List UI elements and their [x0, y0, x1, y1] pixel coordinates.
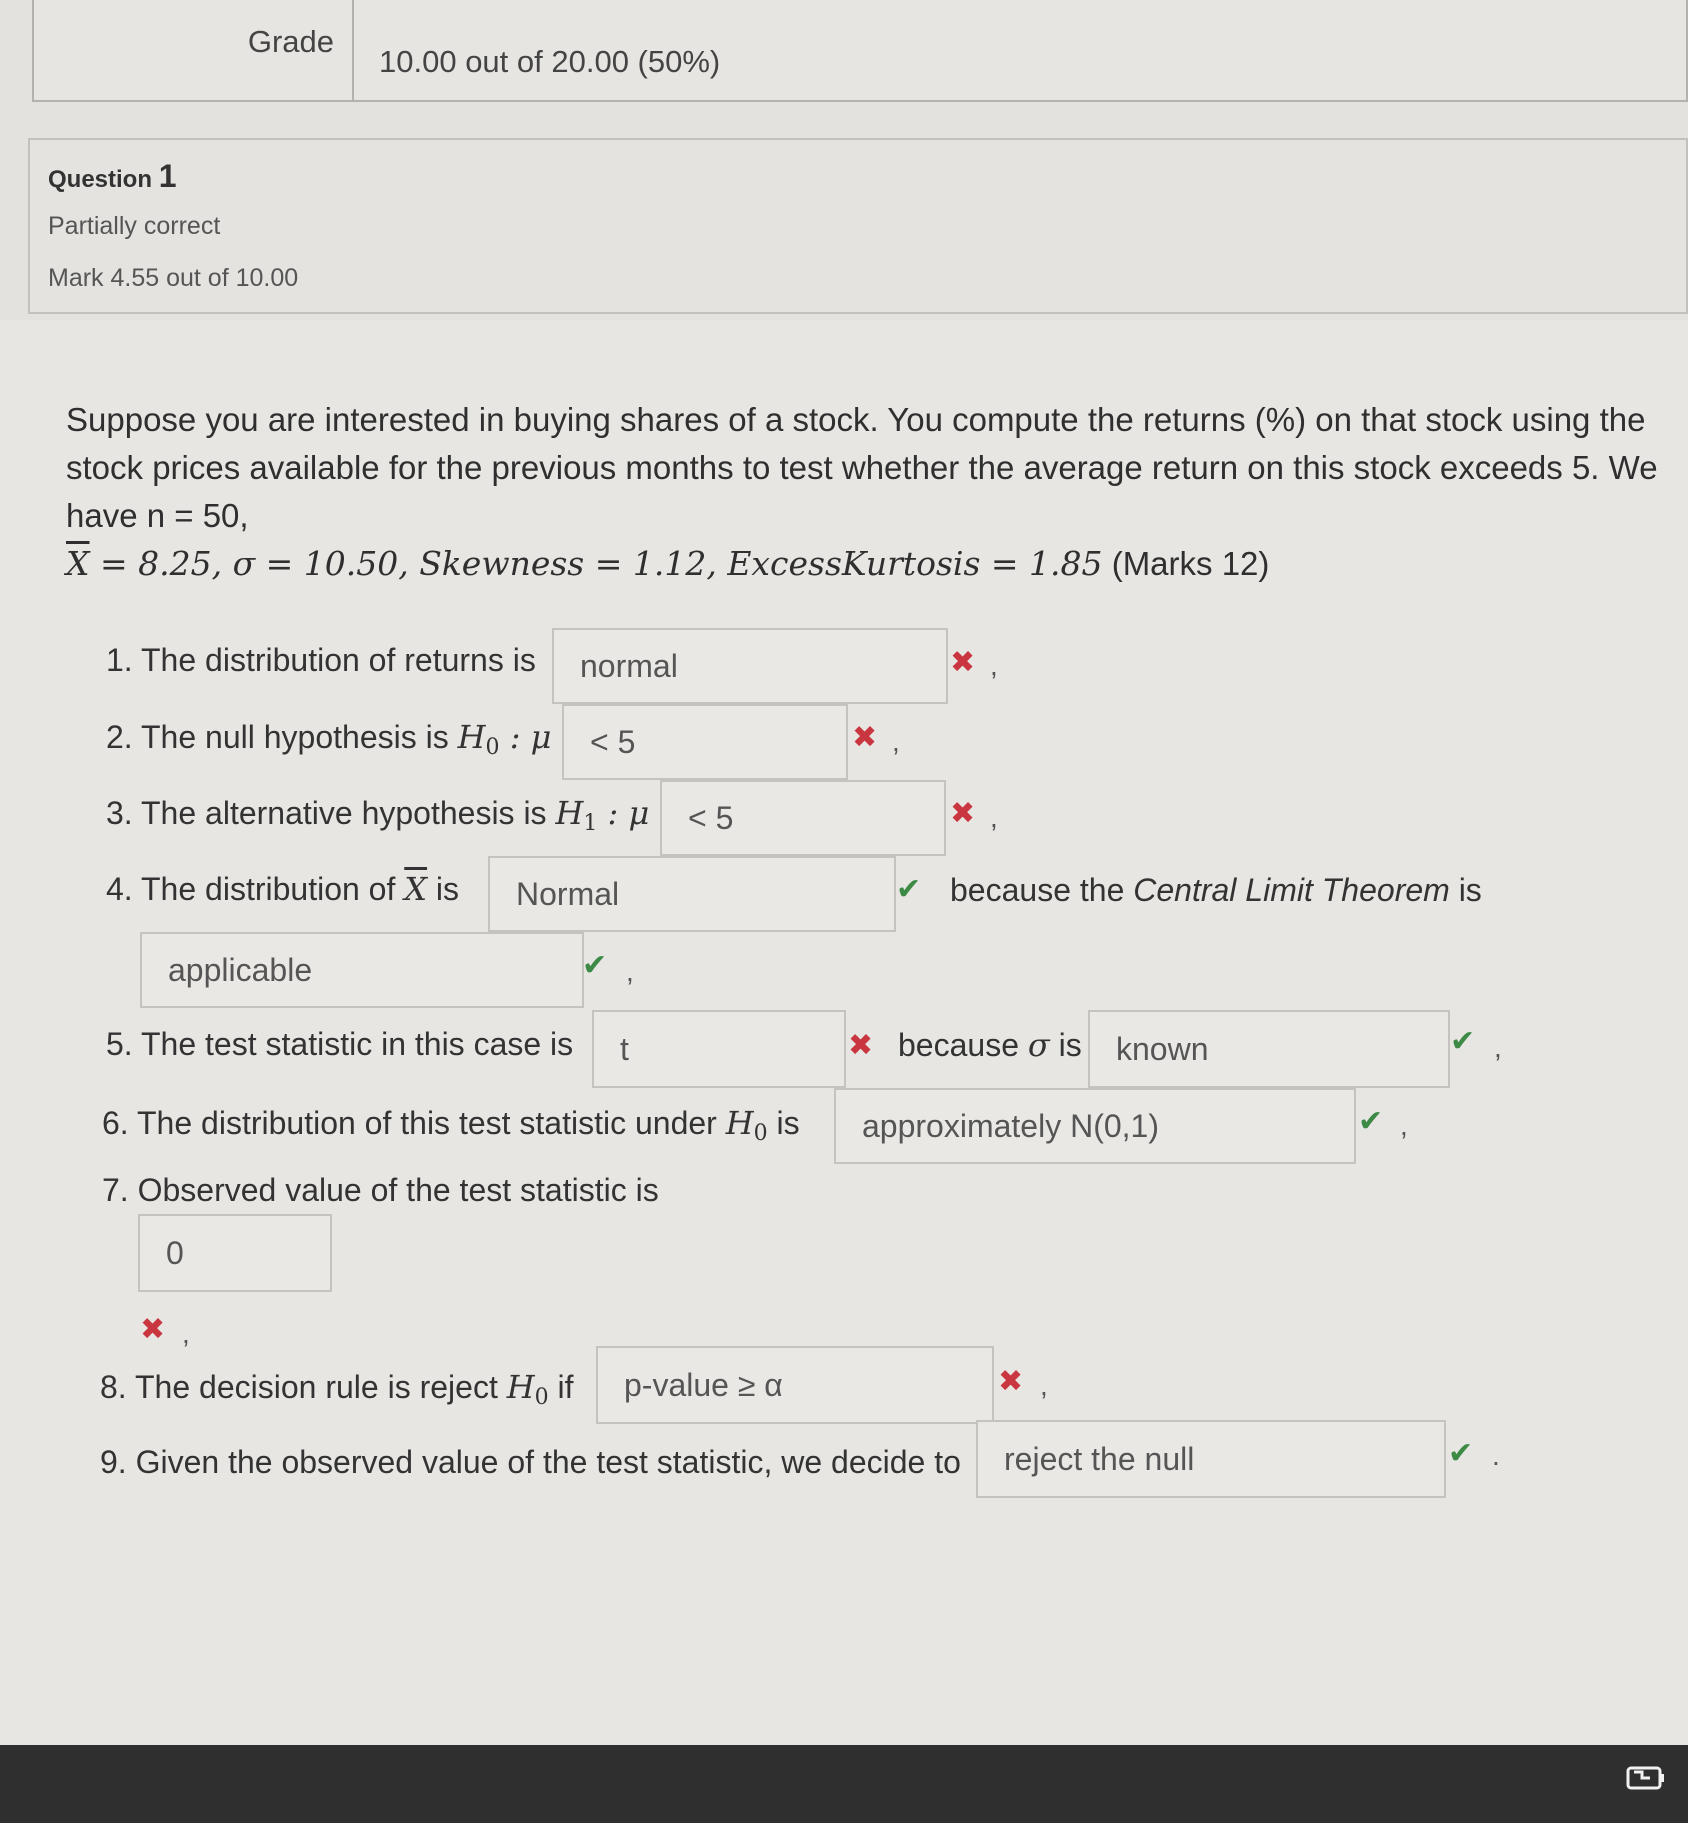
- grade-label: Grade: [247, 24, 334, 59]
- prompt-marks: (Marks 12): [1111, 545, 1270, 582]
- cross-icon: ✖: [950, 646, 976, 679]
- cross-icon: ✖: [848, 1029, 874, 1062]
- item-1-text: 1. The distribution of returns is: [106, 642, 536, 678]
- item-7-text: 7. Observed value of the test statistic is: [102, 1172, 659, 1208]
- item-1-answer[interactable]: normal: [552, 628, 948, 704]
- grade-summary-row: [32, 0, 1688, 102]
- cross-icon: ✖: [140, 1313, 166, 1346]
- check-icon: ✔: [1450, 1025, 1476, 1058]
- grade-value: 10.00 out of 20.00 (50%): [379, 44, 721, 79]
- cross-icon: ✖: [998, 1365, 1024, 1398]
- question-prompt: Suppose you are interested in buying shares of a stock. You compute the returns (%) on that stock using the stock prices available for the previous months to test whether the average return on this stock exceeds 5. We have n = 50, $\overline{X} = 8.25$, σ = 10.50, Skewness = 1.12, ExcessKurtosis = 1.85 (Marks 12): [66, 401, 1658, 583]
- check-icon: ✔: [1448, 1437, 1474, 1470]
- question-content: Suppose you are interested in buying shares of a stock. You compute the returns (%) on that stock using the stock prices available for the previous months to test whether the average return on this stock exceeds 5. We have n = 50, $\overline{X} = 8.25$, σ = 10.50, Skewness = 1.12, ExcessKurtosis = 1.85 (Marks 12) 1. The distribution of returns is normal ✖ , 2. The null hypothesis is $H_0$ : μ < 5 ✖ , 3. The alternative hypothesis is $H_1$ : μ < 5 ✖ , 4. The distribution of $\overline{X}$ is Normal ✔ because the Central Limit Theorem is applicable ✔ , 5. The test statistic in this case is t ✖ because σ is known ✔ , 6. The distribution of this test statistic under $H_0$ is approximately N(0,1) ✔ , 7. Observed value of the test statistic is 0 ✖ , 8. The decision rule is reject $H_0$ if p-value ≥ α ✖ , 9. Given the observed value of the test statistic, we decide to reject the null ✔ .: [0, 320, 1688, 1745]
- taskbar: [0, 1745, 1688, 1823]
- question-title: Question 1: [48, 158, 177, 194]
- item-5-because: because σ is: [898, 1026, 1082, 1064]
- check-icon: ✔: [1358, 1105, 1384, 1138]
- item-9-text: 9. Given the observed value of the test statistic, we decide to: [100, 1444, 961, 1480]
- question-number: 1: [158, 158, 177, 194]
- cross-icon: ✖: [852, 721, 878, 754]
- item-7-answer[interactable]: 0: [138, 1214, 332, 1292]
- cross-icon: ✖: [950, 797, 976, 830]
- item-4-answer-2[interactable]: applicable: [140, 932, 584, 1008]
- item-6-answer[interactable]: approximately N(0,1): [834, 1088, 1356, 1164]
- item-4-text: 4. The distribution of $\overline{X}$ is: [106, 870, 460, 908]
- item-6-text: 6. The distribution of this test statistic under $H_0$ is: [102, 1104, 800, 1146]
- check-icon: ✔: [896, 873, 922, 906]
- question-state: Partially correct: [48, 212, 221, 240]
- item-2-answer[interactable]: < 5: [562, 704, 848, 780]
- item-8-text: 8. The decision rule is reject $H_0$ if: [100, 1368, 574, 1410]
- item-9-answer[interactable]: reject the null: [976, 1420, 1446, 1498]
- item-5-answer-2[interactable]: known: [1088, 1010, 1450, 1088]
- prompt-formula: $\overline{X} = 8.25$, σ = 10.50, Skewness = 1.12, ExcessKurtosis = 1.85: [66, 544, 1103, 583]
- tray-icon[interactable]: [1624, 1762, 1666, 1792]
- item-8-answer[interactable]: p-value ≥ α: [596, 1346, 994, 1424]
- item-5-answer[interactable]: t: [592, 1010, 846, 1088]
- item-3-answer[interactable]: < 5: [660, 780, 946, 856]
- item-4-answer[interactable]: Normal: [488, 856, 896, 932]
- question-mark: Mark 4.55 out of 10.00: [48, 264, 299, 292]
- grade-label-cell: [34, 0, 354, 100]
- item-4-because: because the Central Limit Theorem is: [950, 872, 1482, 908]
- check-icon: ✔: [582, 949, 608, 982]
- item-2-text: 2. The null hypothesis is $H_0$ : μ: [106, 718, 552, 760]
- item-5-text: 5. The test statistic in this case is: [106, 1026, 574, 1062]
- item-3-text: 3. The alternative hypothesis is $H_1$ : μ: [106, 794, 650, 836]
- question-info-panel: [28, 138, 1688, 314]
